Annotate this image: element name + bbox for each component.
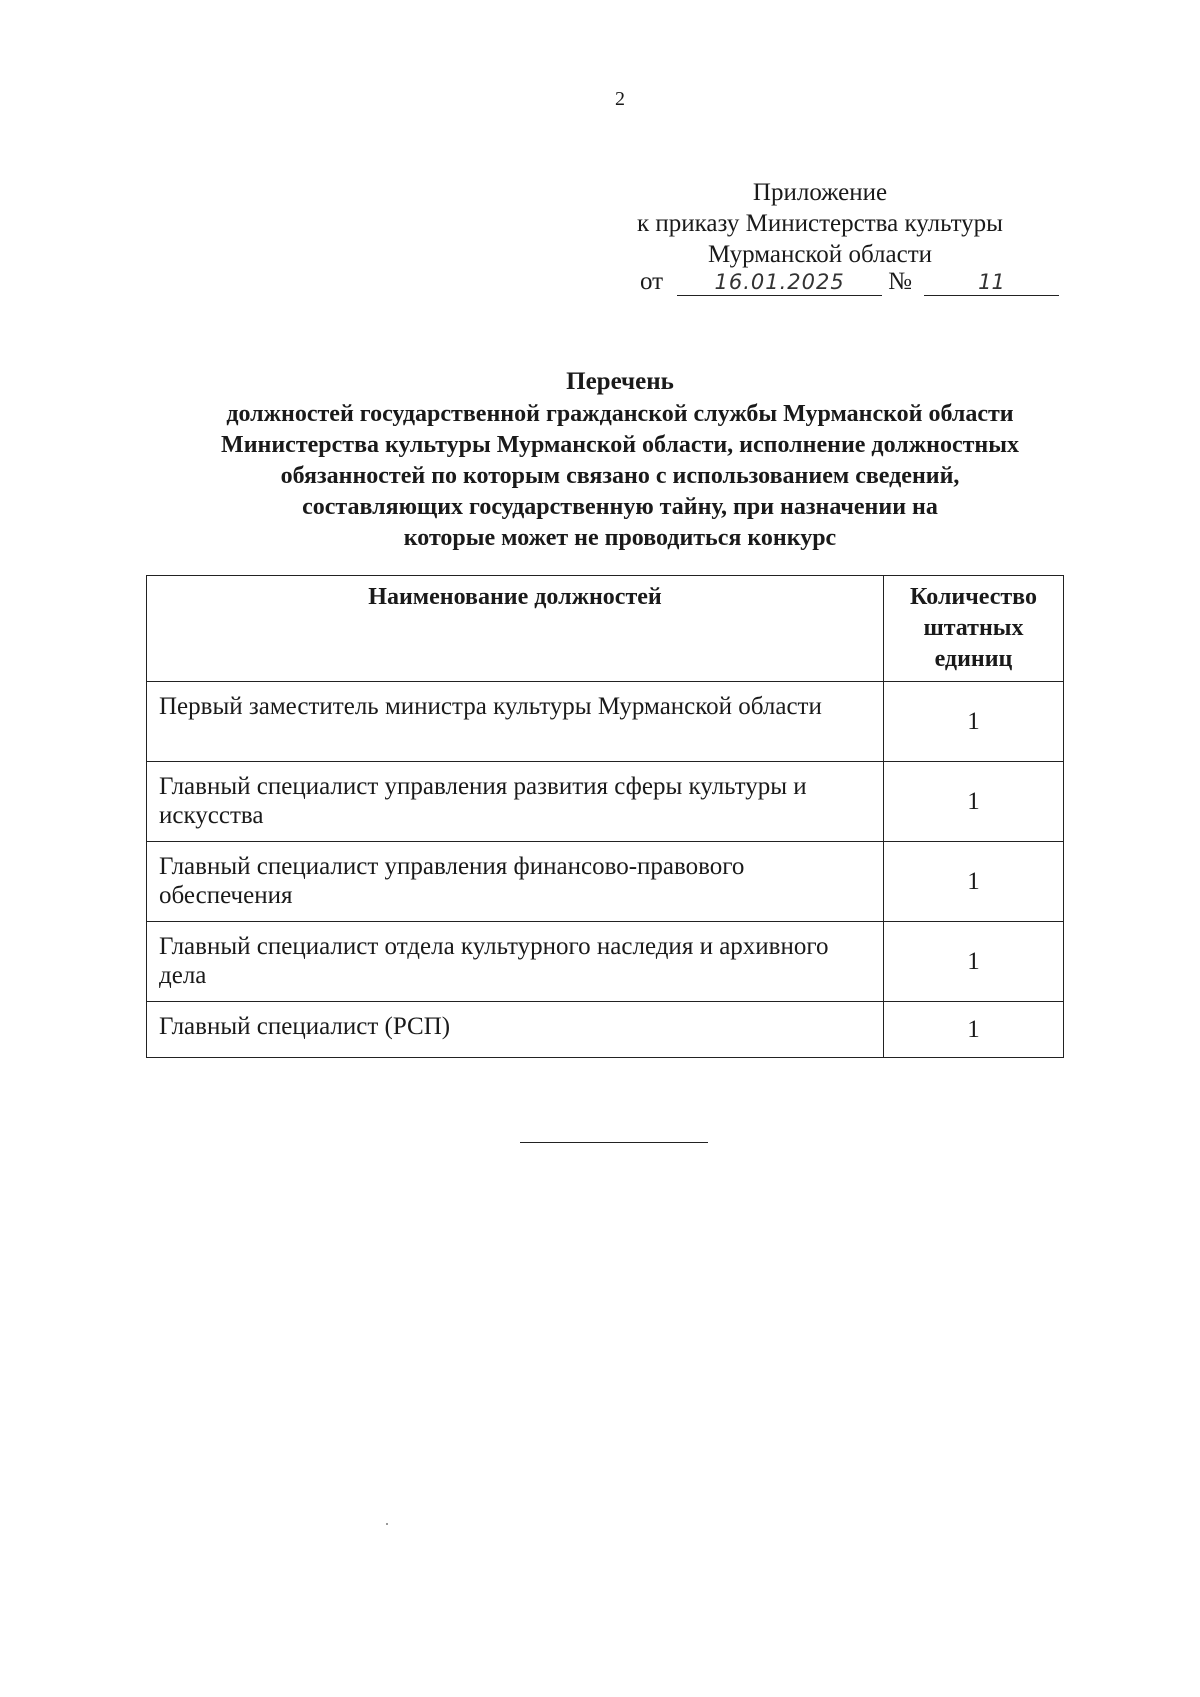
header-count-line-1: Количество: [910, 584, 1037, 610]
title-heading: Перечень: [566, 368, 674, 395]
document-title: [150, 366, 1090, 554]
header-count-line-2: штатных: [923, 615, 1024, 641]
title-line-4: составляющих государственную тайну, при назначении на: [302, 494, 938, 520]
table-row: [147, 682, 1064, 762]
table-row: [147, 762, 1064, 842]
page-number: 2: [615, 88, 625, 110]
table-row: [147, 842, 1064, 922]
position-name-cell: Главный специалист отдела культурного наследия и архивного дела: [147, 922, 884, 1002]
position-name-cell: Главный специалист (РСП): [147, 1002, 884, 1058]
position-name-cell: Главный специалист управления развития сферы культуры и искусства: [147, 762, 884, 842]
order-date-number-line: [640, 268, 1059, 296]
staff-count-cell: 1: [884, 762, 1064, 842]
handwritten-date: 16.01.2025: [677, 269, 882, 296]
header-staff-count: [884, 576, 1064, 682]
positions-table: [146, 575, 1064, 1058]
title-line-3: обязанностей по которым связано с использованием сведений,: [280, 463, 960, 489]
number-label: №: [888, 268, 912, 295]
title-line-5: которые может не проводиться конкурс: [403, 525, 837, 551]
handwritten-number: 11: [924, 269, 1059, 296]
staff-count-cell: 1: [884, 842, 1064, 922]
staff-count-cell: 1: [884, 682, 1064, 762]
end-of-document-rule: [520, 1142, 708, 1143]
title-line-2: Министерства культуры Мурманской области, исполнение должностных: [221, 432, 1019, 458]
header-position-name: Наименование должностей: [147, 576, 884, 682]
appendix-label: Приложение: [752, 179, 888, 206]
staff-count-cell: 1: [884, 922, 1064, 1002]
table-row: [147, 1002, 1064, 1058]
table-row: [147, 922, 1064, 1002]
scan-speck: [386, 1523, 388, 1525]
table-header-row: [147, 576, 1064, 682]
position-name-cell: Первый заместитель министра культуры Мурманской области: [147, 682, 884, 762]
appendix-block: [590, 177, 1050, 270]
from-label: от: [640, 268, 664, 295]
staff-count-cell: 1: [884, 1002, 1064, 1058]
title-line-1: должностей государственной гражданской службы Мурманской области: [226, 401, 1014, 427]
position-name-cell: Главный специалист управления финансово-правового обеспечения: [147, 842, 884, 922]
appendix-order-reference: к приказу Министерства культуры: [637, 210, 1003, 237]
header-count-line-3: единиц: [934, 646, 1013, 672]
appendix-region: Мурманской области: [707, 241, 933, 268]
